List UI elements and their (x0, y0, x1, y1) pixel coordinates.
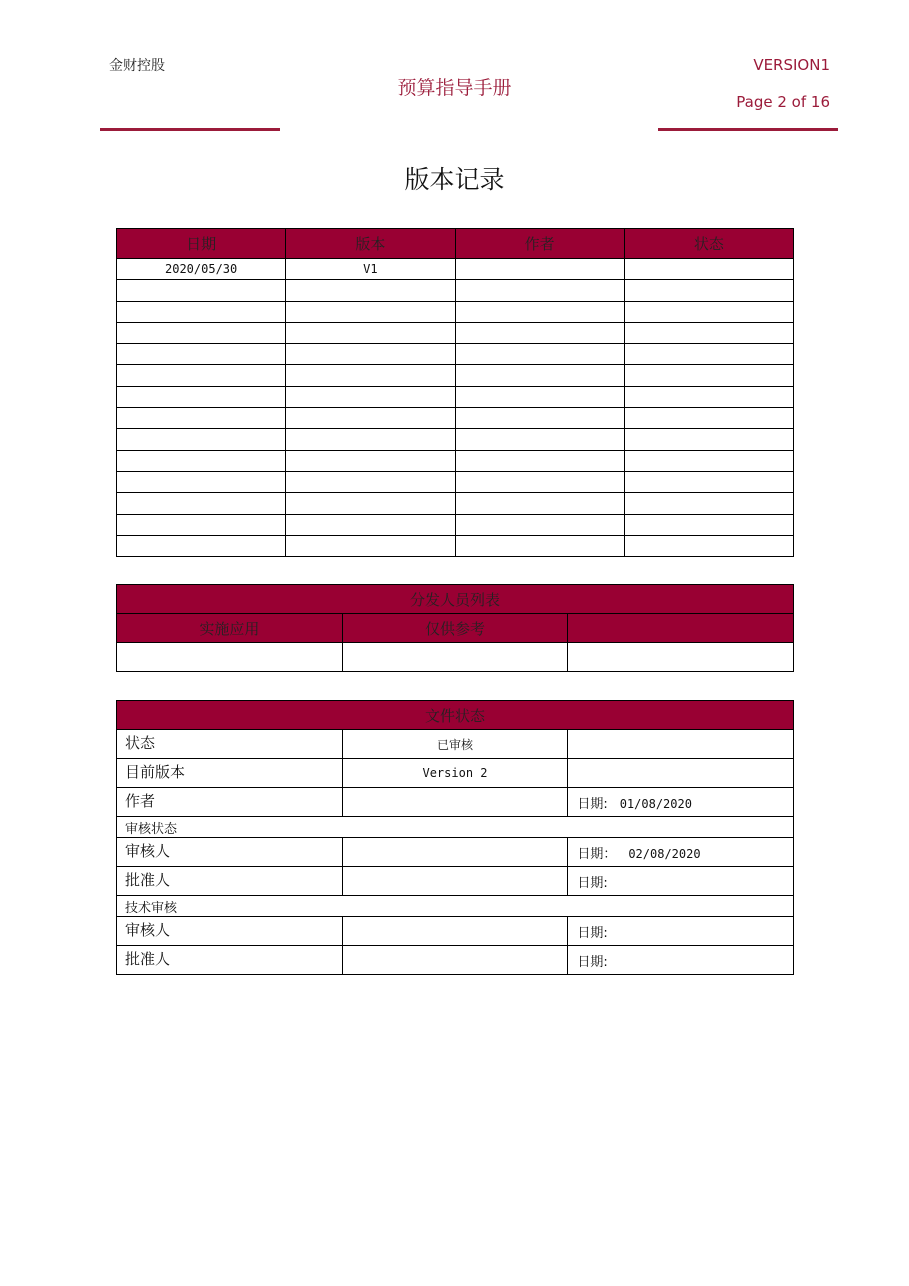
tech-reviewer-label: 审核人 (117, 917, 343, 946)
table-cell (117, 280, 286, 301)
table-cell (455, 429, 624, 450)
table-row (117, 386, 794, 407)
file-status-table (116, 700, 794, 975)
page-number: Page 2 of 16 (736, 93, 830, 111)
manual-title: 预算指导手册 (397, 77, 512, 99)
table-cell (286, 493, 455, 514)
table-cell (624, 408, 793, 429)
table-header-row (117, 229, 794, 259)
table-cell (286, 535, 455, 556)
table-row (117, 514, 794, 535)
table-row (117, 730, 794, 759)
reviewer-label: 审核人 (117, 838, 343, 867)
table-cell (624, 535, 793, 556)
table-cell (286, 429, 455, 450)
current-version-value: Version 2 (342, 759, 568, 788)
tech-reviewer-date (568, 917, 794, 946)
status-value: 已审核 (342, 730, 568, 759)
tech-reviewer-date-label: 日期: (577, 925, 608, 941)
table-header-row (117, 614, 794, 643)
distribution-table (116, 584, 794, 672)
table-row (117, 429, 794, 450)
table-cell (117, 322, 286, 343)
table-cell (455, 344, 624, 365)
table-cell (455, 493, 624, 514)
table-cell (286, 344, 455, 365)
table-row (117, 322, 794, 343)
table-row (117, 471, 794, 492)
column-header-version: 版本 (286, 229, 455, 259)
table-row (117, 450, 794, 471)
document-version: VERSION1 (753, 56, 830, 74)
table-cell (117, 514, 286, 535)
table-row (117, 259, 794, 280)
column-header-blank (568, 614, 794, 643)
table-cell (117, 386, 286, 407)
reviewer-date-value: 02/08/2020 (628, 846, 701, 861)
table-cell (624, 322, 793, 343)
table-cell (286, 450, 455, 471)
table-cell: 2020/05/30 (117, 259, 286, 280)
table-cell (455, 259, 624, 280)
column-header-date: 日期 (117, 229, 286, 259)
table-cell (286, 322, 455, 343)
table-cell (455, 450, 624, 471)
approver-date-label: 日期: (577, 875, 608, 891)
reviewer-date (568, 838, 794, 867)
table-cell (286, 365, 455, 386)
table-cell (342, 643, 568, 672)
table-row (117, 838, 794, 867)
table-cell (568, 643, 794, 672)
table-row (117, 408, 794, 429)
table-row (117, 946, 794, 975)
author-date (568, 788, 794, 817)
table-row (117, 493, 794, 514)
table-row (117, 643, 794, 672)
table-cell (624, 514, 793, 535)
table-cell (568, 759, 794, 788)
table-cell (117, 365, 286, 386)
table-cell (117, 301, 286, 322)
tech-approver-date (568, 946, 794, 975)
column-header-author: 作者 (455, 229, 624, 259)
table-cell (117, 471, 286, 492)
table-row (117, 301, 794, 322)
table-cell (624, 301, 793, 322)
table-row (117, 280, 794, 301)
table-cell: V1 (286, 259, 455, 280)
table-cell (286, 301, 455, 322)
approver-date (568, 867, 794, 896)
table-cell (455, 365, 624, 386)
tech-approver-date-label: 日期: (577, 954, 608, 970)
column-header-reference: 仅供参考 (342, 614, 568, 643)
table-cell (455, 471, 624, 492)
table-cell (342, 946, 568, 975)
table-cell (286, 514, 455, 535)
author-label: 作者 (117, 788, 343, 817)
distribution-title: 分发人员列表 (117, 585, 794, 614)
table-cell (455, 514, 624, 535)
table-cell (624, 429, 793, 450)
table-row (117, 344, 794, 365)
review-status-section: 审核状态 (117, 817, 794, 838)
table-row (117, 759, 794, 788)
table-cell (342, 838, 568, 867)
table-cell (455, 322, 624, 343)
page-title: 版本记录 (404, 165, 505, 194)
table-cell (624, 386, 793, 407)
table-cell (624, 471, 793, 492)
table-title-row (117, 701, 794, 730)
table-cell (568, 730, 794, 759)
table-row (117, 867, 794, 896)
table-cell (455, 535, 624, 556)
table-row (117, 917, 794, 946)
section-row (117, 896, 794, 917)
table-cell (624, 259, 793, 280)
current-version-label: 目前版本 (117, 759, 343, 788)
table-cell (624, 365, 793, 386)
table-cell (455, 408, 624, 429)
table-cell (117, 429, 286, 450)
tech-approver-label: 批准人 (117, 946, 343, 975)
table-cell (117, 408, 286, 429)
author-date-value: 01/08/2020 (619, 796, 692, 811)
column-header-status: 状态 (624, 229, 793, 259)
header-rule-right (658, 128, 838, 131)
table-cell (117, 535, 286, 556)
table-cell (286, 408, 455, 429)
section-row (117, 817, 794, 838)
table-cell (117, 643, 343, 672)
company-name: 金财控股 (109, 58, 165, 74)
status-label: 状态 (117, 730, 343, 759)
version-record-table (116, 228, 794, 557)
file-status-title: 文件状态 (117, 701, 794, 730)
tech-review-section: 技术审核 (117, 896, 794, 917)
table-cell (624, 280, 793, 301)
table-cell (286, 471, 455, 492)
table-cell (455, 280, 624, 301)
column-header-implementation: 实施应用 (117, 614, 343, 643)
header-rule-left (100, 128, 280, 131)
table-cell (117, 344, 286, 365)
table-row (117, 788, 794, 817)
table-cell (455, 386, 624, 407)
table-cell (624, 344, 793, 365)
author-date-label: 日期: (577, 796, 608, 812)
table-cell (286, 280, 455, 301)
table-title-row (117, 585, 794, 614)
reviewer-date-label: 日期： (577, 846, 617, 862)
table-cell (117, 493, 286, 514)
table-cell (286, 386, 455, 407)
approver-label: 批准人 (117, 867, 343, 896)
table-row (117, 365, 794, 386)
table-cell (624, 450, 793, 471)
table-row (117, 535, 794, 556)
table-cell (342, 788, 568, 817)
table-cell (624, 493, 793, 514)
table-cell (117, 450, 286, 471)
table-cell (342, 867, 568, 896)
table-cell (455, 301, 624, 322)
table-cell (342, 917, 568, 946)
